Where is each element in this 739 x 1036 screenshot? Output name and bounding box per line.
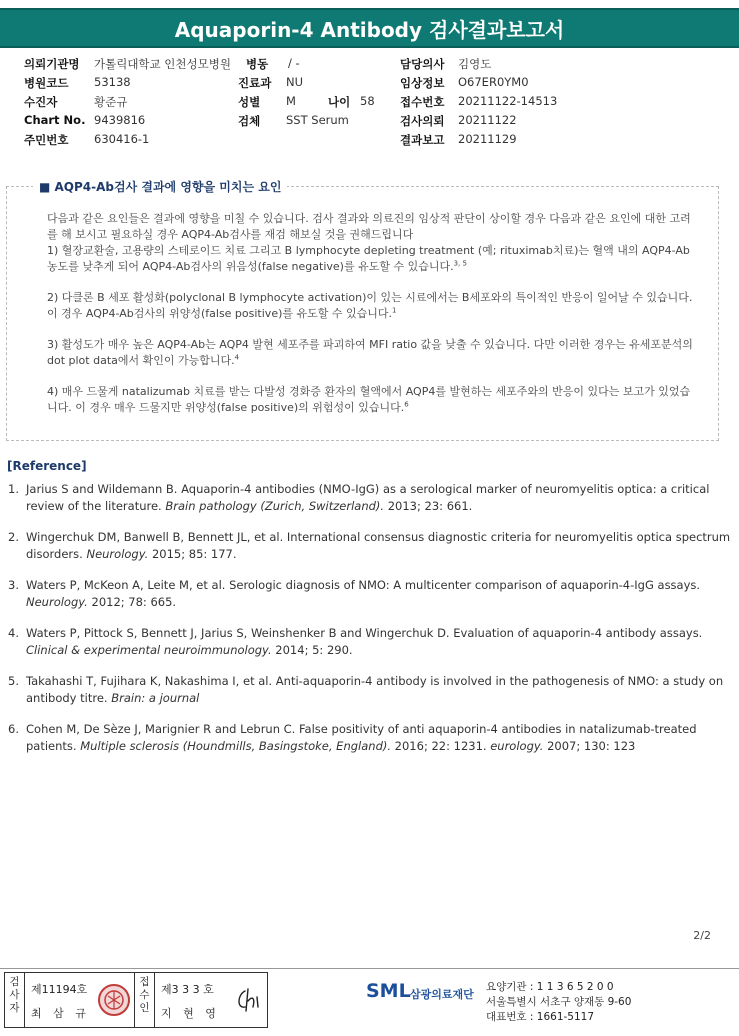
reference-citation-2: 2007; 130: 123 [543, 739, 636, 753]
age-label: 나이 [328, 95, 351, 109]
reference-journal: Neurology. [26, 595, 88, 609]
factor-3-ref: 4 [234, 353, 240, 362]
ward-value: / - [288, 56, 300, 70]
reference-text: Jarius S and Wildemann B. Aquaporin-4 antibodies (NMO-IgG) as a serological marker of neuromyelitis optica: a critical review of the literature. [26, 482, 710, 513]
age-value: 58 [360, 94, 375, 108]
factor-3 [47, 337, 697, 369]
dept-value: NU [286, 75, 304, 89]
reference-item [8, 529, 736, 563]
receiver-label-text: 접수인 [139, 976, 150, 1014]
factor-2 [47, 290, 697, 322]
footer-divider [0, 968, 739, 969]
tester-label-text: 검사자 [9, 976, 20, 1014]
chart-label: Chart No. [24, 113, 86, 127]
reference-journal-2: eurology. [490, 739, 544, 753]
factor-4-text: 4) 매우 드물게 natalizumab 치료를 받는 다발성 경화증 환자의 혈액에서 AQP4를 발현하는 세포주와의 반응이 있다는 보고가 있었습니다. 이 경우 매우 드물지만 위양성(false positive)의 위험성이 있습니다. [47, 385, 691, 414]
reference-citation: 2012; 78: 665. [87, 595, 177, 609]
reference-text: Cohen M, De Sèze J, Marignier R and Lebrun C. False positivity of anti aquaporin-4 antibodies in natalizumab-treated patients. [26, 722, 697, 753]
reference-text: Waters P, McKeon A, Leite M, et al. Serologic diagnosis of NMO: A multicenter comparison of aquaporin-4-IgG assays. [26, 578, 701, 592]
receipt-label: 접수번호 [400, 95, 445, 109]
sex-label: 성별 [238, 95, 261, 109]
reference-number: 4. [8, 626, 19, 640]
tester-name: 최 삼 규 [31, 1007, 90, 1020]
reference-number: 5. [8, 674, 19, 688]
patient-label: 수진자 [24, 95, 58, 109]
tester-label [5, 973, 25, 1027]
chart-value: 9439816 [94, 113, 146, 127]
sml-logo-text: SML [366, 980, 411, 1002]
factor-4-ref: 6 [404, 400, 409, 409]
handwritten-signature-icon [233, 985, 263, 1015]
receiver-name: 지 현 영 [161, 1007, 220, 1020]
org-name: 삼광의료재단 [410, 988, 474, 1001]
hospital-code-label: 병원코드 [24, 76, 69, 90]
resident-value: 630416-1 [94, 132, 150, 146]
hospital-code-value: 53138 [94, 75, 131, 89]
reference-journal: Brain: a journal [111, 691, 200, 705]
clinical-value: O67ER0YM0 [458, 75, 529, 89]
factor-1-text: 1) 혈장교환술, 고용량의 스테로이드 치료 그리고 B lymphocyte depleting treatment (예; rituximab치료)는 혈액 내의 AQP4-Ab농도를 낮추게 되어 AQP4-Ab검사의 위음성(false negative)를 유도할 수 있습니다. [47, 244, 690, 273]
receiver-label [135, 973, 155, 1027]
reference-citation: 2015; 85: 177. [148, 547, 237, 561]
reference-citation: 2014; 5: 290. [271, 643, 353, 657]
factor-3-text: 3) 활성도가 매우 높은 AQP4-Ab는 AQP4 발현 세포주를 파괴하여 MFI ratio 값을 낮출 수 있습니다. 다만 이러한 경우는 유세포분석의 dot plot data에서 확인이 가능합니다. [47, 338, 693, 367]
report-label: 결과보고 [400, 133, 445, 147]
report-title: Aquaporin-4 Antibody 검사결과보고서 [0, 8, 739, 48]
reference-item [8, 625, 736, 659]
org-info [486, 980, 631, 1025]
page-number: 2/2 [693, 929, 711, 942]
specimen-value: SST Serum [286, 113, 349, 127]
resident-label: 주민번호 [24, 133, 69, 147]
clinical-label: 임상정보 [400, 76, 445, 90]
reference-item [8, 721, 736, 755]
factors-heading: ■ AQP4-Ab검사 결과에 영향을 미치는 요인 [33, 178, 287, 195]
receiver-cell [155, 973, 267, 1027]
org-address: 서울특별시 서초구 양재동 9-60 [486, 996, 632, 1008]
seal-stamp-icon [97, 982, 131, 1018]
request-label: 검사의뢰 [400, 114, 445, 128]
reference-journal: Clinical & experimental neuroimmunology. [26, 643, 272, 657]
factor-4 [47, 384, 697, 416]
signature-box [4, 972, 268, 1028]
reference-number: 1. [8, 482, 19, 496]
hospital-value: 가톨릭대학교 인천성모병원 [94, 57, 231, 71]
sml-logo [366, 980, 474, 1002]
reference-number: 3. [8, 578, 19, 592]
reference-number: 6. [8, 722, 19, 736]
request-value: 20211122 [458, 113, 517, 127]
doctor-value: 김영도 [458, 57, 492, 71]
sex-value: M [286, 94, 296, 108]
reference-item [8, 481, 736, 515]
reference-journal: Neurology. [86, 547, 149, 561]
report-value: 20211129 [458, 132, 517, 146]
doctor-label: 담당의사 [400, 57, 445, 71]
factor-2-ref: 1 [392, 306, 397, 315]
factors-intro: 다음과 같은 요인들은 결과에 영향을 미칠 수 있습니다. 검사 결과와 의료진의 임상적 판단이 상이할 경우 다음과 같은 요인에 대한 고려를 해 보시고 필요하실 경우 AQP4-Ab검사를 재검 해보실 것을 권해드립니다 [47, 212, 691, 241]
reference-number: 2. [8, 530, 19, 544]
reference-text: Takahashi T, Fujihara K, Nakashima I, et al. Anti-aquaporin-4 antibody is involved in the pathogenesis of NMO: a study on antibody titre. [26, 674, 724, 705]
patient-info [24, 56, 724, 151]
hospital-label: 의뢰기관명 [24, 57, 80, 71]
factors-section [6, 180, 719, 441]
dept-label: 진료과 [238, 76, 272, 90]
tester-license-no: 제11194호 [31, 983, 88, 996]
reference-citation: 2016; 22: 1231. [391, 739, 491, 753]
reference-journal: Brain pathology (Zurich, Switzerland). [165, 499, 385, 513]
tester-cell [25, 973, 135, 1027]
factor-2-text: 2) 다클론 B 세포 활성화(polyclonal B lymphocyte activation)이 있는 시료에서는 B세포와의 특이적인 반응이 일어날 수 있습니다. 이 경우 AQP4-Ab검사의 위양성(false positive)를 유도할 수 있습니다. [47, 291, 693, 320]
reference-item [8, 577, 736, 611]
reference-text: Waters P, Pittock S, Bennett J, Jarius S, Weinshenker B and Wingerchuk D. Evaluation of aquaporin-4 antibody assays. [26, 626, 703, 640]
factor-1-ref: 3, 5 [453, 259, 467, 268]
factor-1 [47, 243, 697, 275]
ward-label: 병동 [246, 57, 269, 71]
org-code: 요양기관 : 1 1 3 6 5 2 0 0 [486, 981, 614, 993]
reference-heading: [Reference] [7, 459, 87, 473]
reference-list [8, 481, 736, 769]
reference-item [8, 673, 736, 707]
reference-citation: 2013; 23: 661. [384, 499, 473, 513]
receiver-license-no: 제3 3 3 호 [161, 983, 214, 996]
factors-body [47, 211, 697, 431]
org-phone: 대표번호 : 1661-5117 [486, 1011, 595, 1023]
reference-text: Wingerchuk DM, Banwell B, Bennett JL, et al. International consensus diagnostic criteria for neuromyelitis optica spectrum disorders. [26, 530, 731, 561]
receipt-value: 20211122-14513 [458, 94, 558, 108]
patient-value: 황준규 [94, 95, 128, 109]
reference-journal: Multiple sclerosis (Houndmills, Basingstoke, England). [80, 739, 392, 753]
specimen-label: 검체 [238, 114, 261, 128]
